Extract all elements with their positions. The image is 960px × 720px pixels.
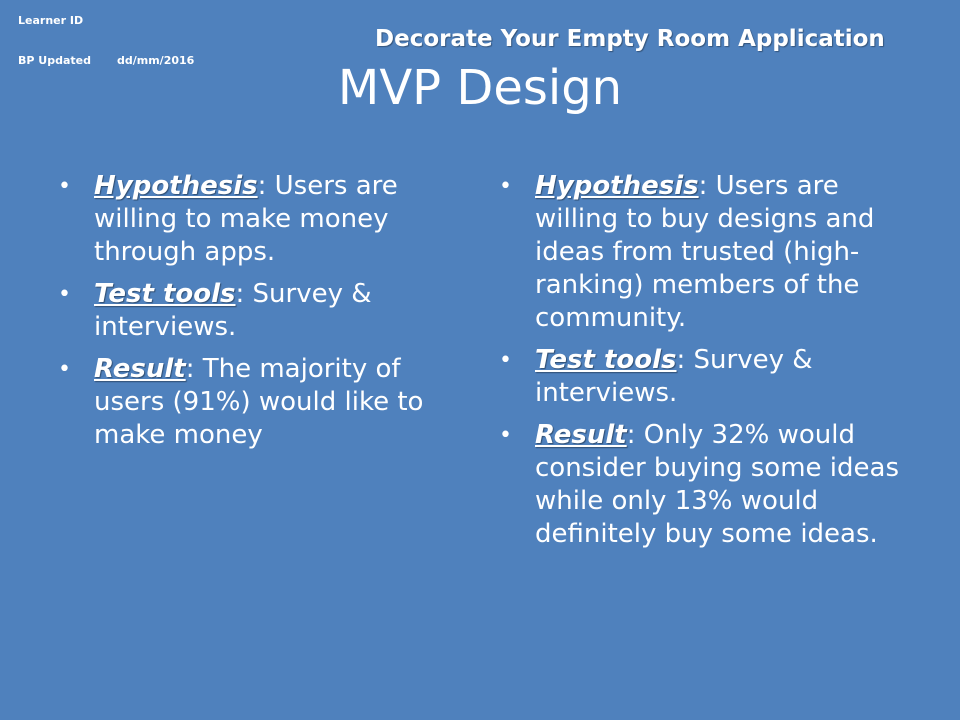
bullet-icon: • xyxy=(499,423,512,448)
left-item-hypothesis xyxy=(56,170,461,269)
left-hypothesis-term: Hypothesis xyxy=(94,171,258,201)
left-result-text: : The majority of users (91%) would like to make money xyxy=(94,354,424,450)
right-hypothesis-text: : Users are willing to buy designs and ideas from trusted (high-ranking) members of the community. xyxy=(535,171,875,333)
bp-updated-label: BP Updated xyxy=(18,54,91,67)
learner-id-label: Learner ID xyxy=(18,14,84,27)
application-title: Decorate Your Empty Room Application xyxy=(375,26,885,52)
left-column xyxy=(56,170,461,461)
right-result-term: Result xyxy=(535,420,627,450)
left-test-tools-term: Test tools xyxy=(94,279,236,309)
left-result-term: Result xyxy=(94,354,186,384)
right-test-tools-text: : Survey & interviews. xyxy=(535,345,813,408)
left-hypothesis-text: : Users are willing to make money through apps. xyxy=(94,171,398,267)
right-item-hypothesis xyxy=(497,170,907,335)
right-bullet-list xyxy=(497,170,907,551)
bp-date: dd/mm/2016 xyxy=(116,54,195,67)
right-hypothesis-term: Hypothesis xyxy=(535,171,699,201)
bullet-icon: • xyxy=(58,282,71,307)
right-item-result xyxy=(497,419,907,551)
right-column xyxy=(497,170,907,560)
right-test-tools-term: Test tools xyxy=(535,345,677,375)
left-bullet-list xyxy=(56,170,461,452)
left-test-tools-text: : Survey & interviews. xyxy=(94,279,372,342)
slide-title: MVP Design xyxy=(337,60,623,116)
bullet-icon: • xyxy=(58,357,71,382)
left-item-result xyxy=(56,353,461,452)
bullet-icon: • xyxy=(58,174,71,199)
left-item-test-tools xyxy=(56,278,461,344)
right-item-test-tools xyxy=(497,344,907,410)
right-result-text: : Only 32% would consider buying some ideas while only 13% would definitely buy some ideas. xyxy=(535,420,899,549)
bullet-icon: • xyxy=(499,174,512,199)
bullet-icon: • xyxy=(499,348,512,373)
